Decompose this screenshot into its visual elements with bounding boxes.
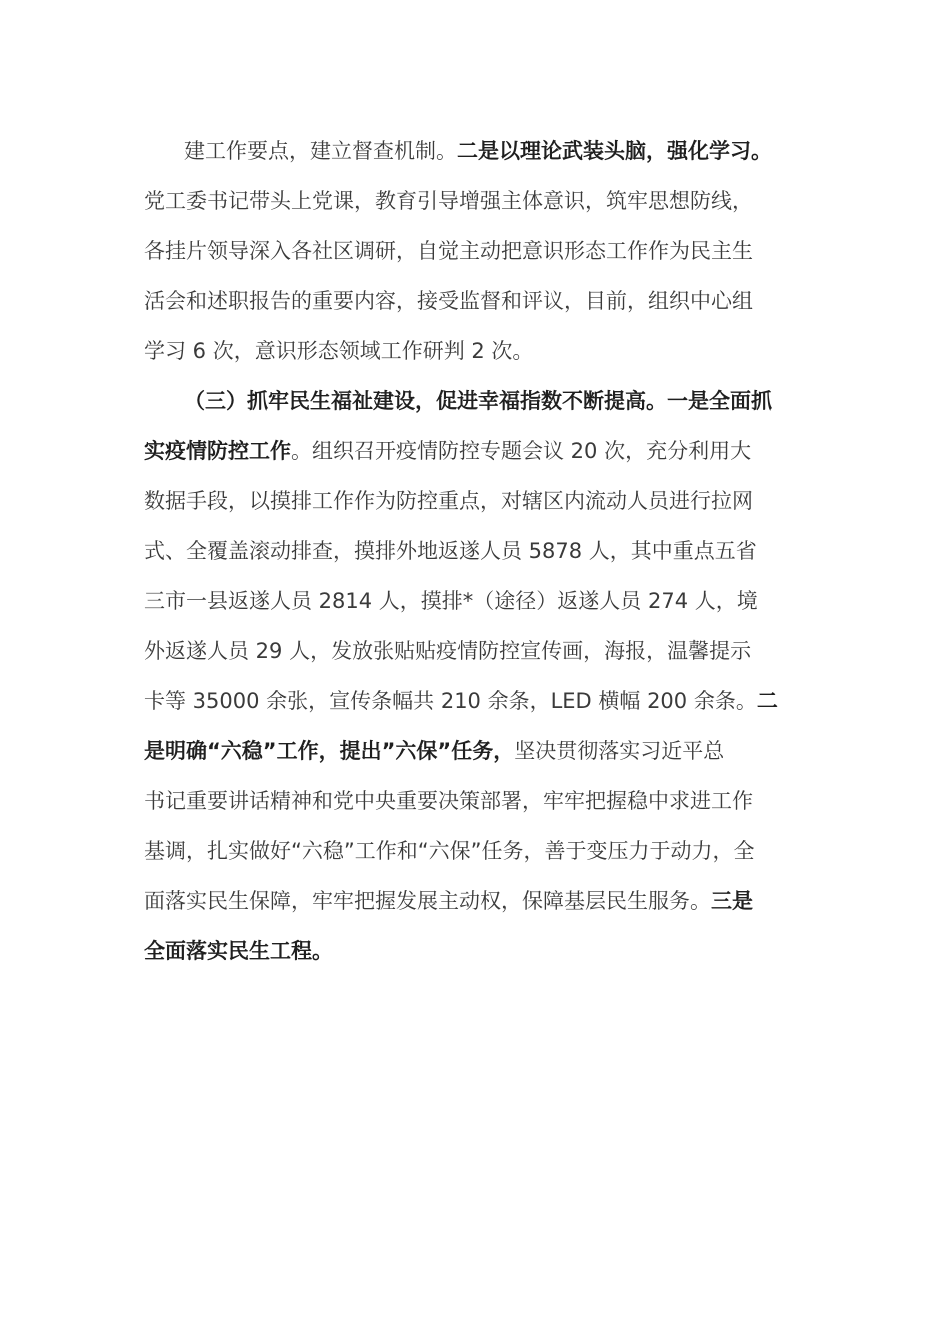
text-run: 坚决贯彻落实习近平总 bbox=[514, 739, 725, 763]
text-run: 基调，扎实做好“六稳”工作和“六保”任务，善于变压力于动力，全 bbox=[144, 839, 755, 863]
text-run: 活会和述职报告的重要内容，接受监督和评议，目前，组织中心组 bbox=[144, 289, 753, 313]
document-body bbox=[144, 126, 806, 976]
text-run: 学习 6 次，意识形态领域工作研判 2 次。 bbox=[144, 339, 534, 363]
text-run: 各挂片领导深入各社区调研，自觉主动把意识形态工作作为民主生 bbox=[144, 239, 753, 263]
text-line bbox=[144, 426, 806, 476]
text-line bbox=[144, 226, 806, 276]
text-run: 式、全覆盖滚动排查，摸排外地返遂人员 5878 人，其中重点五省 bbox=[144, 539, 757, 563]
text-line bbox=[144, 126, 806, 176]
text-line bbox=[144, 376, 806, 426]
text-run: 党工委书记带头上党课，教育引导增强主体意识，筑牢思想防线， bbox=[144, 189, 753, 213]
text-line bbox=[144, 826, 806, 876]
text-run-bold: 二 bbox=[756, 689, 778, 713]
text-run: 。组织召开疫情防控专题会议 20 次，充分利用大 bbox=[291, 439, 752, 463]
text-run: 面落实民生保障，牢牢把握发展主动权，保障基层民生服务。 bbox=[144, 889, 711, 913]
text-run: 三市一县返遂人员 2814 人，摸排*（途径）返遂人员 274 人，境 bbox=[144, 589, 758, 613]
text-run-bold: 三是 bbox=[711, 889, 753, 913]
text-line bbox=[144, 726, 806, 776]
text-line bbox=[144, 676, 806, 726]
text-run: 外返遂人员 29 人，发放张贴贴疫情防控宣传画，海报，温馨提示 bbox=[144, 639, 752, 663]
text-line bbox=[144, 526, 806, 576]
text-line bbox=[144, 576, 806, 626]
text-run-bold: 实疫情防控工作 bbox=[144, 439, 291, 463]
text-line bbox=[144, 326, 806, 376]
text-line bbox=[144, 626, 806, 676]
text-run-bold: 全面落实民生工程。 bbox=[144, 939, 333, 963]
text-line bbox=[144, 776, 806, 826]
text-run: 数据手段，以摸排工作作为防控重点，对辖区内流动人员进行拉网 bbox=[144, 489, 753, 513]
text-line bbox=[144, 476, 806, 526]
text-run-bold: 是明确“六稳”工作，提出”六保”任务， bbox=[144, 739, 515, 763]
text-run-bold: （三）抓牢民生福祉建设，促进幸福指数不断提高。一是全面抓 bbox=[184, 389, 772, 413]
text-line bbox=[144, 926, 806, 976]
text-line bbox=[144, 176, 806, 226]
text-run: 卡等 35000 余张，宣传条幅共 210 余条，LED 横幅 200 余条。 bbox=[144, 689, 757, 713]
text-run: 建工作要点，建立督查机制。 bbox=[184, 139, 457, 163]
text-line bbox=[144, 876, 806, 926]
text-run-bold: 二是以理论武装头脑，强化学习。 bbox=[457, 139, 772, 163]
text-run: 书记重要讲话精神和党中央重要决策部署，牢牢把握稳中求进工作 bbox=[144, 789, 753, 813]
text-line bbox=[144, 276, 806, 326]
